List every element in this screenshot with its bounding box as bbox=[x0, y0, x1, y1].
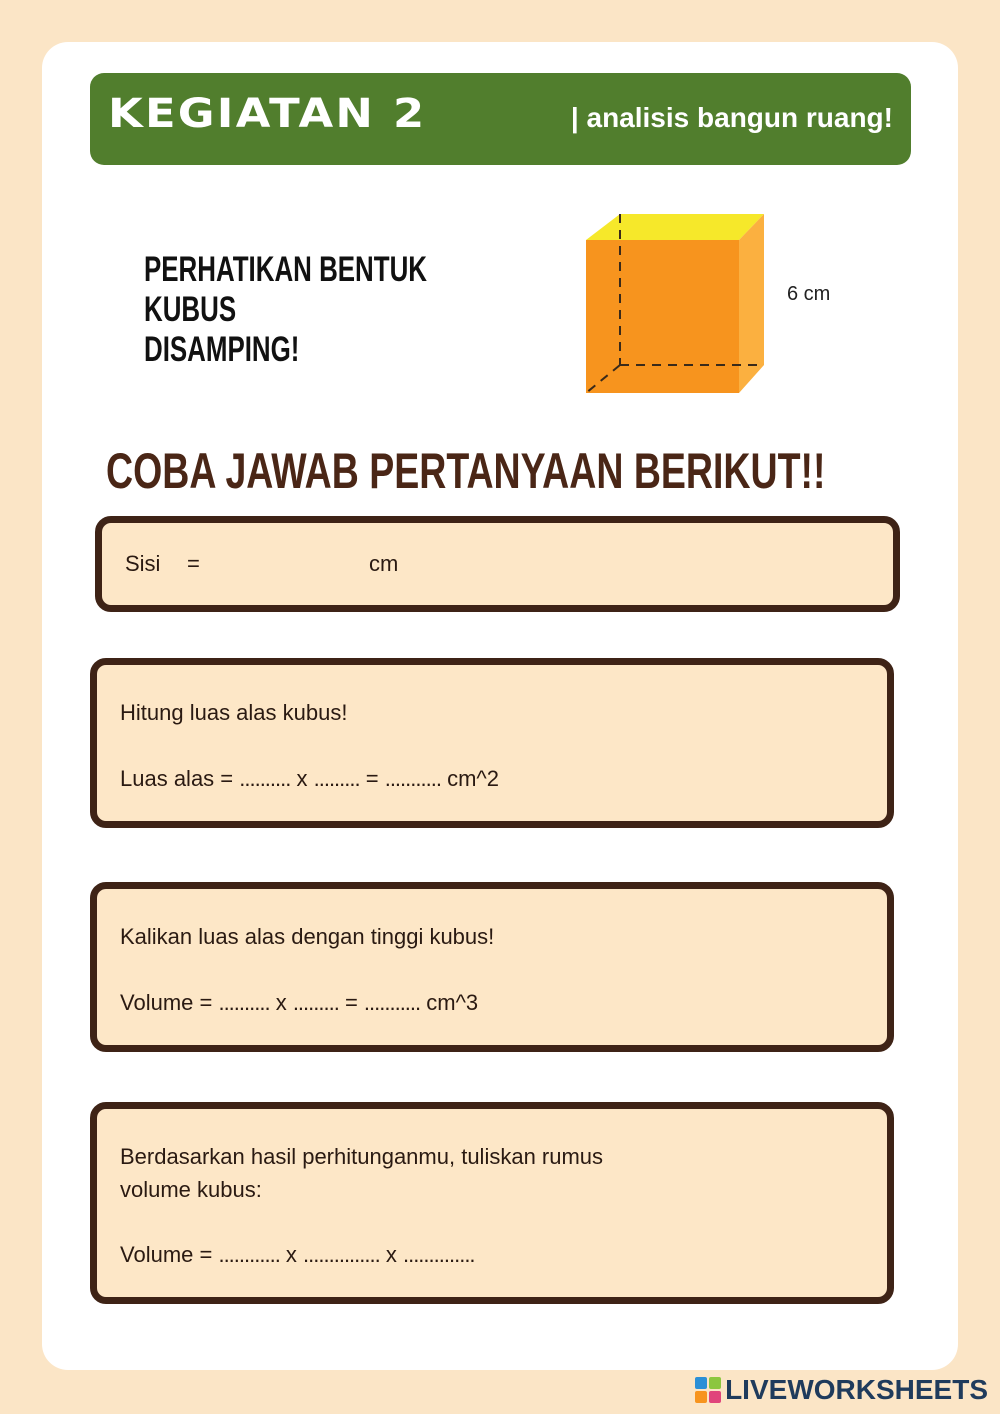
sisi-answer-box[interactable] bbox=[95, 516, 900, 612]
times-sign: x bbox=[290, 766, 314, 791]
cube-instruction bbox=[144, 250, 440, 370]
rumus-label: Volume = bbox=[120, 1242, 219, 1267]
cube-side-face bbox=[739, 214, 764, 393]
instruction-line-1: PERHATIKAN BENTUK KUBUS bbox=[144, 250, 427, 329]
rumus-prompt-line-2: volume kubus: bbox=[120, 1177, 262, 1202]
sisi-label: Sisi bbox=[125, 551, 161, 576]
volume-blank-1[interactable]: .......... bbox=[218, 990, 270, 1015]
rumus-blank-3[interactable]: .............. bbox=[402, 1242, 475, 1267]
sisi-equals: = bbox=[187, 551, 200, 576]
activity-title: KEGIATAN 2 bbox=[108, 91, 427, 137]
luas-alas-unit: cm^2 bbox=[440, 766, 499, 791]
volume-formula bbox=[120, 986, 478, 1019]
luas-alas-box bbox=[90, 658, 894, 828]
times-sign: x bbox=[279, 1242, 304, 1267]
rumus-blank-2[interactable]: ............... bbox=[303, 1242, 380, 1267]
liveworksheets-logo-icon bbox=[695, 1377, 721, 1403]
activity-subtitle: | analisis bangun ruang! bbox=[570, 102, 893, 133]
volume-unit: cm^3 bbox=[420, 990, 479, 1015]
luas-alas-blank-2[interactable]: ......... bbox=[313, 766, 360, 791]
volume-blank-2[interactable]: ......... bbox=[292, 990, 339, 1015]
equals-sign: = bbox=[359, 766, 385, 791]
activity-banner bbox=[90, 73, 911, 165]
sisi-unit: cm bbox=[369, 551, 399, 576]
volume-label: Volume = bbox=[120, 990, 219, 1015]
rumus-blank-1[interactable]: ............ bbox=[218, 1242, 280, 1267]
instruction-line-2: DISAMPING! bbox=[144, 330, 300, 369]
rumus-formula bbox=[120, 1238, 475, 1271]
volume-box bbox=[90, 882, 894, 1052]
cube-side-length: 6 cm bbox=[787, 283, 831, 305]
liveworksheets-footer[interactable] bbox=[695, 1374, 988, 1406]
luas-alas-blank-3[interactable]: ........... bbox=[384, 766, 441, 791]
equals-sign: = bbox=[338, 990, 364, 1015]
times-sign: x bbox=[379, 1242, 403, 1267]
cube-top-face bbox=[586, 214, 764, 240]
times-sign: x bbox=[269, 990, 293, 1015]
cube-front-face bbox=[586, 240, 739, 393]
questions-heading: COBA JAWAB PERTANYAAN BERIKUT!! bbox=[106, 443, 826, 499]
luas-alas-blank-1[interactable]: .......... bbox=[239, 766, 291, 791]
rumus-volume-box bbox=[90, 1102, 894, 1304]
luas-alas-label: Luas alas = bbox=[120, 766, 240, 791]
liveworksheets-brand: LIVEWORKSHEETS bbox=[725, 1374, 988, 1405]
volume-blank-3[interactable]: ........... bbox=[363, 990, 421, 1015]
luas-alas-formula bbox=[120, 762, 499, 795]
volume-prompt: Kalikan luas alas dengan tinggi kubus! bbox=[120, 924, 495, 949]
rumus-prompt-line-1: Berdasarkan hasil perhitunganmu, tuliskan rumus bbox=[120, 1144, 604, 1169]
cube-illustration bbox=[584, 210, 774, 400]
luas-alas-prompt: Hitung luas alas kubus! bbox=[120, 700, 348, 725]
